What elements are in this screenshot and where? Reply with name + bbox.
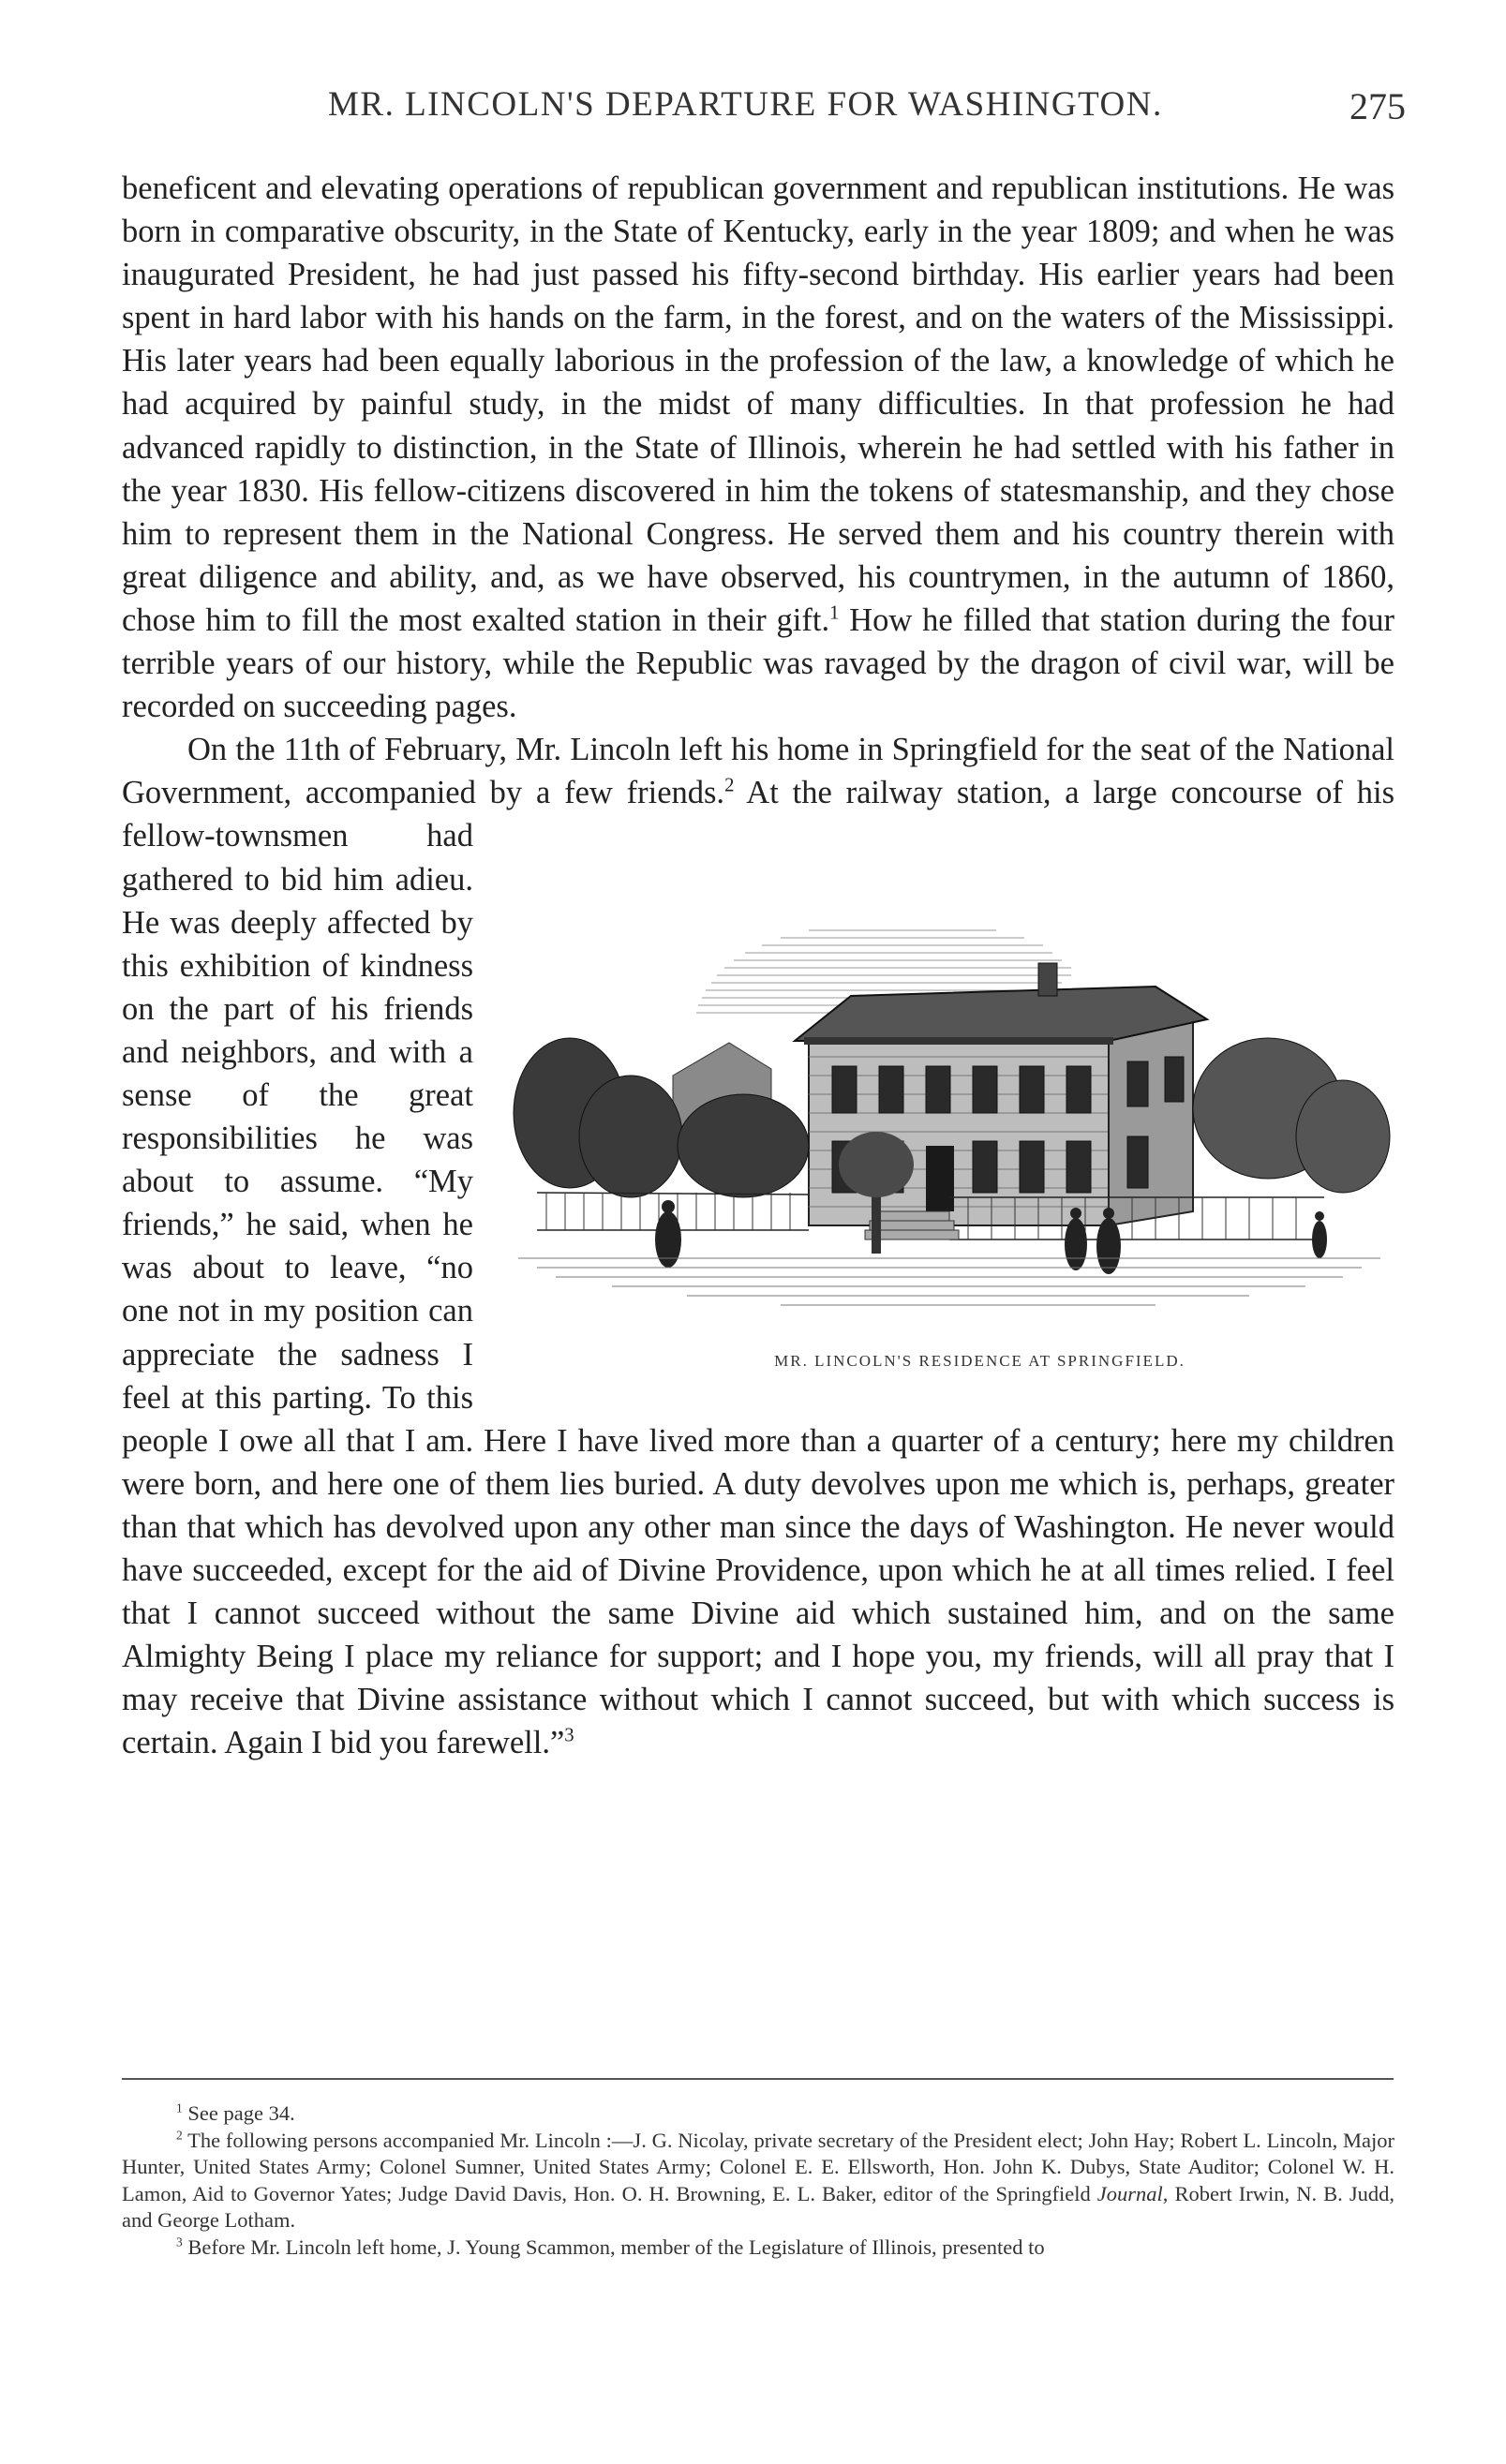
residence-illustration <box>500 827 1394 1371</box>
footnote-3 <box>122 2234 1394 2262</box>
footnote-ref-3: 3 <box>564 1725 574 1746</box>
footnote-2-text: The following persons accompanied Mr. Lincoln :—J. G. Nicolay, private secretary of the President elect; John Hay; Robert L. Lincoln, Major Hunter, United States Army; Colonel Sumner, United States Army; Colonel E. E. Ellsworth, Hon. John K. Dubys, State Auditor; Colonel W. H. Lamon, Aid to Governor Yates; Judge David Davis, Hon. O. H. Browning, E. L. Baker, editor of the Springfield <box>122 2128 1394 2205</box>
footnote-3-text: Before Mr. Lincoln left home, J. Young Scammon, member of the Legislature of Illinois, presented to <box>187 2234 1045 2259</box>
paragraph-2 <box>122 728 1394 1764</box>
footnote-2-number: 2 <box>176 2128 183 2143</box>
footnote-1 <box>122 2100 1394 2128</box>
paragraph-1-tail: How he filled that station during the four terrible years of our history, while the Republic was ravaged by the dragon of civil war, will be recorded on succeeding pages. <box>122 601 1394 725</box>
footnote-1-text: See page 34. <box>187 2101 295 2125</box>
page-number: 275 <box>1349 85 1406 127</box>
house-engraving <box>500 827 1394 1338</box>
footnotes <box>122 2100 1394 2262</box>
figure-caption: MR. LINCOLN'S RESIDENCE AT SPRINGFIELD. <box>774 1352 1185 1371</box>
body-text <box>122 167 1394 1764</box>
footnote-ref-2: 2 <box>724 775 735 796</box>
running-head: MR. LINCOLN'S DEPARTURE FOR WASHINGTON. <box>328 85 1163 124</box>
page-header <box>122 84 1406 141</box>
footnote-2 <box>122 2128 1394 2234</box>
footnote-ref-1: 1 <box>829 602 840 624</box>
paragraph-1 <box>122 167 1394 728</box>
paragraph-2-tail: At the railway station, a large concourse of his fellow-townsmen had gathered to bid him adieu. He was deeply affected by this exhibition of kindness on the part of his friends and neighbors, and with a sense of the great responsibilities he was about to assume. “My friends,” he said, when he was about to leave, “no one not in my position can appreciate the sadness I feel at this parting. To this people I owe all that I am. Here I have lived more than a quarter of a century; here my children were born, and here one of them lies buried. A duty devolves upon me which is, perhaps, greater than that which has devolved upon any other man since the days of Washington. He never would have succeeded, except for the aid of Divine Providence, upon which he at all times relied. I feel that I cannot succeed without the same Divine aid which sustained him, and on the same Almighty Being I place my reliance for support; and I hope you, my friends, will all pray that I may receive that Divine assistance without which I cannot succeed, but with which success is certain. Again I bid you farewell.” <box>122 775 1394 1761</box>
journal-title: Journal, <box>1096 2181 1169 2205</box>
footnote-3-number: 3 <box>176 2234 183 2249</box>
footnote-divider <box>122 2078 1394 2080</box>
footnote-1-number: 1 <box>176 2100 183 2115</box>
paragraph-2-text: On the 11th of February, Mr. Lincoln left his home in Springfield for the seat of the National Government, accompanied by a few friends. <box>122 732 1394 811</box>
footnote-2-tail: Robert Irwin, N. B. Judd, and George Lotham. <box>122 2181 1394 2233</box>
paragraph-1-text: beneficent and elevating operations of republican government and republican institutions. He was born in comparative obscurity, in the State of Kentucky, early in the year 1809; and when he was inaugurated President, he had just passed his fifty-second birthday. His earlier years had been spent in hard labor with his hands on the farm, in the forest, and on the waters of the Mississippi. His later years had been equally laborious in the profession of the law, a knowledge of which he had acquired by painful study, in the midst of many difficulties. In that profession he had advanced rapidly to distinction, in the State of Illinois, wherein he had settled with his father in the year 1830. His fellow-citizens discovered in him the tokens of statesmanship, and they chose him to represent them in the National Congress. He served them and his country therein with great diligence and ability, and, as we have observed, his countrymen, in the autumn of 1860, chose him to fill the most exalted station in their gift. <box>122 171 1394 638</box>
